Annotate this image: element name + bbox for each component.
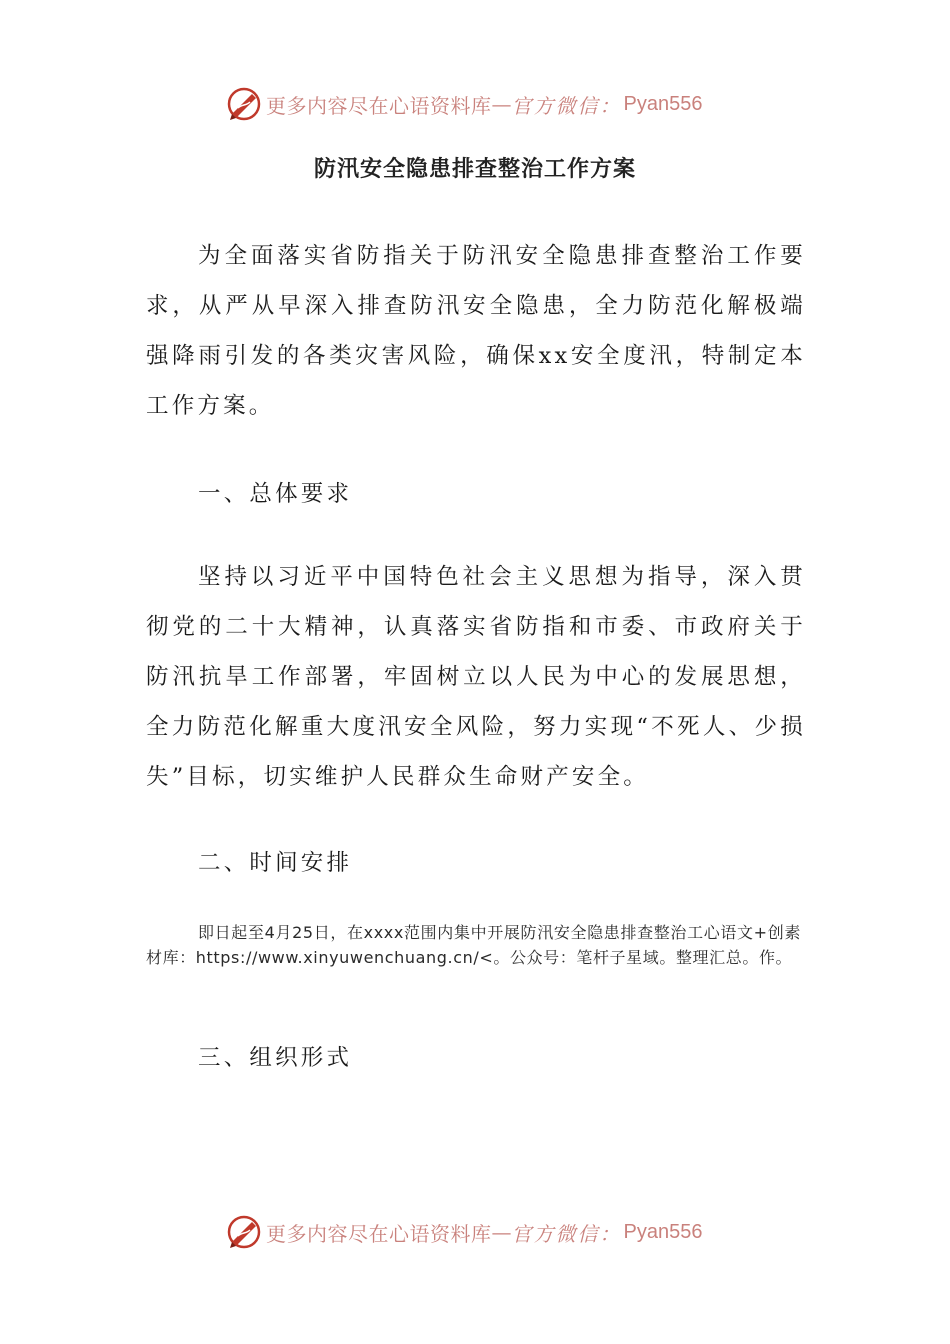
banner-dash: — bbox=[491, 1220, 512, 1244]
banner-official-label: 官方微信： bbox=[511, 93, 622, 118]
banner-official-label: 官方微信： bbox=[511, 1221, 622, 1246]
banner-dash: — bbox=[491, 92, 512, 116]
section-body-schedule: 即日起至4月25日，在xxxx范围内集中开展防汛安全隐患排查整治工心语文+创素材库：https://www.xinyuwenchuang.cn/<。公众号：笔杆子星域。整理汇总。作。 bbox=[146, 923, 801, 967]
section-heading-overall-requirements: 一、总体要求 bbox=[198, 481, 353, 507]
header-watermark-banner bbox=[0, 84, 950, 124]
banner-site-text: 更多内容尽在心语资料库 bbox=[266, 93, 492, 118]
banner-wechat-id: Pyan556 bbox=[623, 92, 703, 115]
intro-paragraph: 为全面落实省防指关于防汛安全隐患排查整治工作要求，从严从早深入排查防汛安全隐患，全力防范化解极端强降雨引发的各类灾害风险，确保xx安全度汛，特制定本工作方案。 bbox=[146, 243, 806, 419]
banner-site-text: 更多内容尽在心语资料库 bbox=[266, 1221, 492, 1246]
document-title: 防汛安全隐患排查整治工作方案 bbox=[313, 157, 636, 182]
banner-wechat-id: Pyan556 bbox=[623, 1220, 703, 1243]
pen-logo-icon bbox=[226, 1214, 262, 1250]
section-heading-organization: 三、组织形式 bbox=[198, 1045, 353, 1071]
section-body-overall-requirements: 坚持以习近平中国特色社会主义思想为指导，深入贯彻党的二十大精神，认真落实省防指和市委、市政府关于防汛抗旱工作部署，牢固树立以人民为中心的发展思想，全力防范化解重大度汛安全风险，努力实现“不死人、少损失”目标，切实维护人民群众生命财产安全。 bbox=[146, 564, 806, 790]
footer-watermark-banner bbox=[0, 1212, 950, 1252]
section-heading-schedule: 二、时间安排 bbox=[198, 850, 353, 876]
pen-logo-icon bbox=[226, 86, 262, 122]
